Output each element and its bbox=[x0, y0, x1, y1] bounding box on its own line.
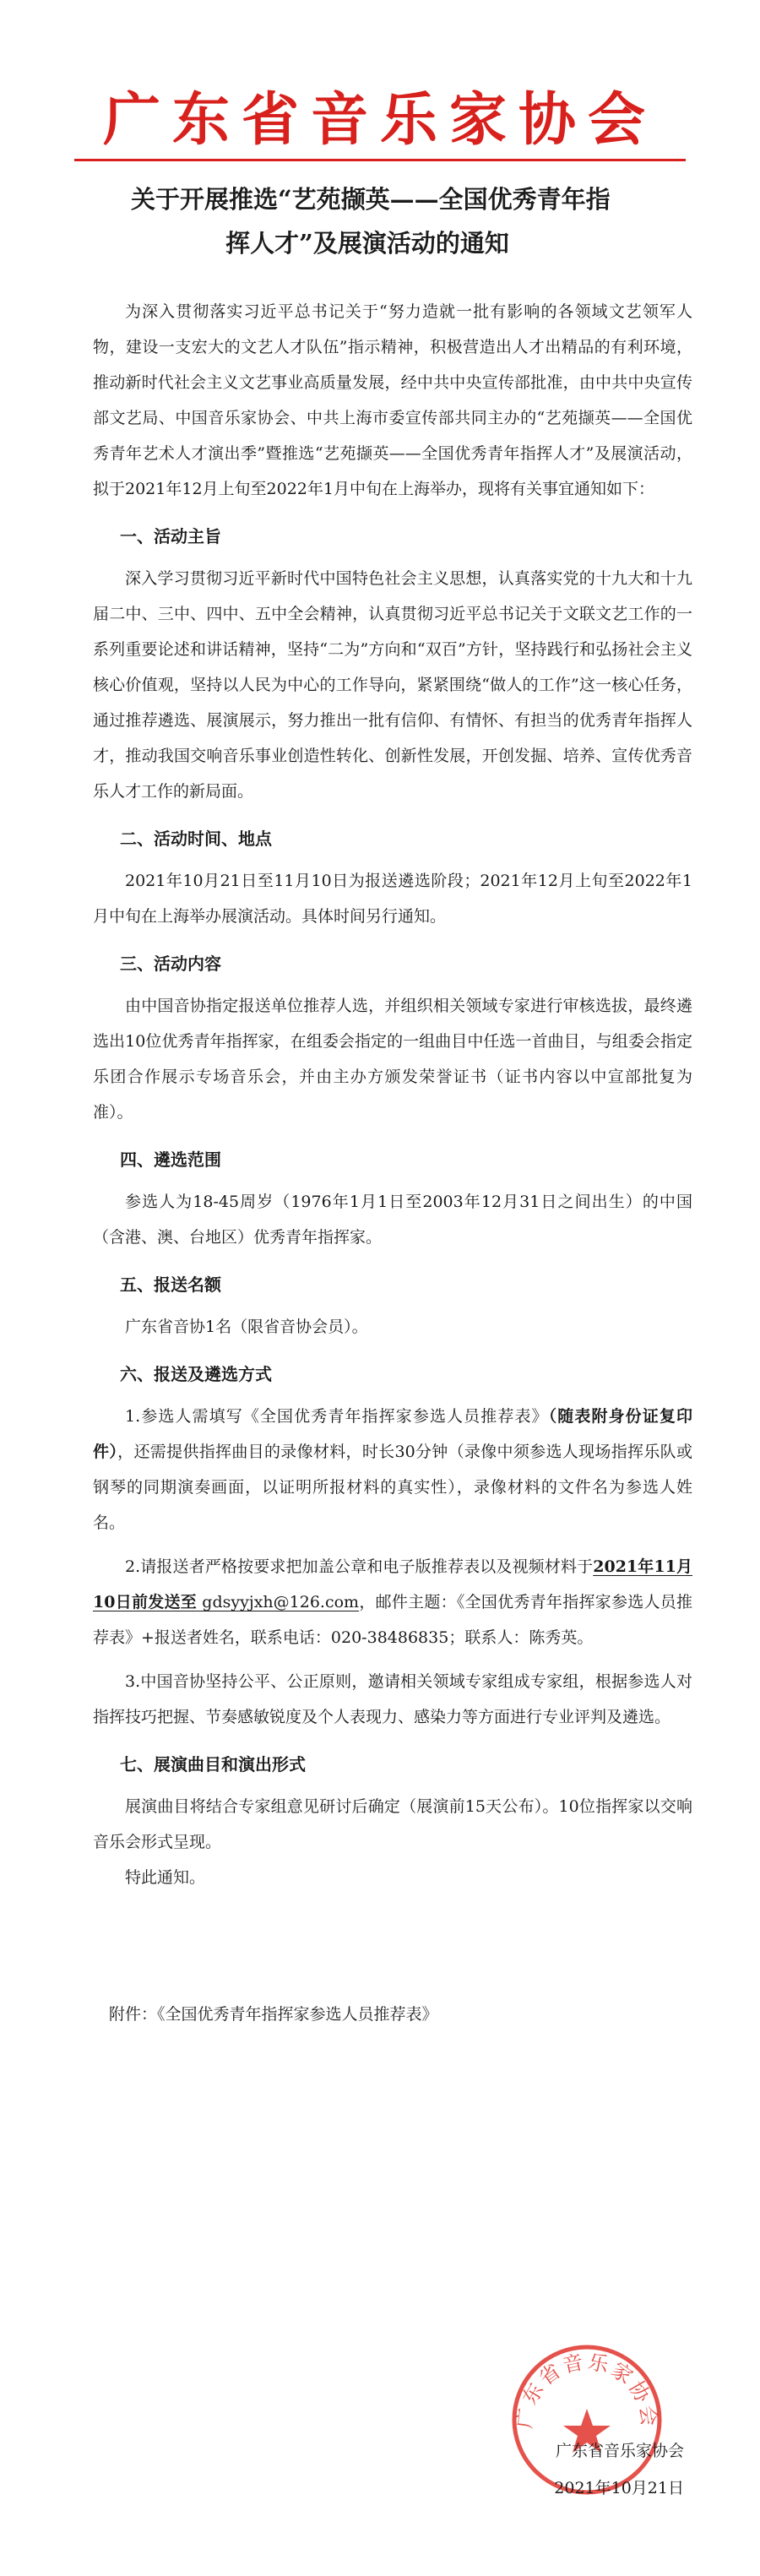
section-6-item-1 bbox=[93, 1399, 692, 1541]
signature-block bbox=[431, 2432, 684, 2507]
section-text-4: 参选人为18-45周岁（1976年1月1日至2003年12月31日之间出生）的中国（含港、澳、台地区）优秀青年指挥家。 bbox=[93, 1193, 692, 1247]
org-letterhead: 广东省音乐家协会 bbox=[102, 86, 657, 154]
section-text-3: 由中国音协指定报送单位推荐人选，并组织相关领域专家进行审核选拔，最终遴选出10位优秀青年指挥家，在组委会指定的一组曲目中任选一首曲目，与组委会指定乐团合作展示专场音乐会，并由主办方颁发荣誉证书（证书内容以中宣部批复为准）。 bbox=[93, 997, 692, 1122]
section-6-item-2 bbox=[93, 1549, 692, 1655]
document-title bbox=[131, 177, 638, 265]
section-text-1: 深入学习贯彻习近平新时代中国特色社会主义思想，认真落实党的十九大和十九届二中、三中、四中、五中全会精神，认真贯彻习近平总书记关于文联文艺工作的一系列重要论述和讲话精神，坚持“二为”方向和“双百”方针，坚持践行和弘扬社会主义核心价值观，坚持以人民为中心的工作导向，紧紧围绕“做人的工作”这一核心任务，通过推荐遴选、展演展示，努力推出一批有信仰、有情怀、有担当的优秀青年指挥人才，推动我国交响音乐事业创造性转化、创新性发展，开创发掘、培养、宣传优秀音乐人才工作的新局面。 bbox=[93, 569, 692, 801]
signature-date: 2021年10月21日 bbox=[554, 2479, 684, 2497]
signature-org: 广东省音乐家协会 bbox=[555, 2442, 684, 2460]
section-heading-7: 七、展演曲目和演出形式 bbox=[120, 1754, 306, 1774]
item-2-deadline: 2021年11月10日前发送至 bbox=[93, 1557, 692, 1611]
section-6-item-3: 3.中国音协坚持公平、公正原则，邀请相关领域专家组成专家组，根据参选人对指挥技巧把握、节奏感敏锐度及个人表现力、感染力等方面进行专业评判及遴选。 bbox=[93, 1672, 692, 1726]
document-body bbox=[93, 294, 692, 2032]
letterhead-red-rule bbox=[74, 159, 686, 161]
section-heading-6: 六、报送及遴选方式 bbox=[120, 1364, 272, 1384]
section-heading-5: 五、报送名额 bbox=[120, 1274, 221, 1295]
section-text-2: 2021年10月21日至11月10日为报送遴选阶段；2021年12月上旬至2022年1月中旬在上海举办展演活动。具体时间另行通知。 bbox=[93, 872, 692, 926]
section-heading-1: 一、活动主旨 bbox=[120, 526, 221, 546]
seal-text: 广东省音乐家协会 bbox=[513, 2350, 661, 2430]
item-1-text-c: ，还需提供指挥曲目的录像材料，时长30分钟（录像中须参选人现场指挥乐队或钢琴的同期演奏画面，以证明所报材料的真实性），录像材料的文件名为参选人姓名。 bbox=[93, 1443, 692, 1532]
section-heading-3: 三、活动内容 bbox=[120, 954, 221, 974]
intro-paragraph: 为深入贯彻落实习近平总书记关于“努力造就一批有影响的各领域文艺领军人物，建设一支宏大的文艺人才队伍”指示精神，积极营造出人才出精品的有利环境，推动新时代社会主义文艺事业高质量发展，经中共中央宣传部批准，由中共中央宣传部文艺局、中国音乐家协会、中共上海市委宣传部共同主办的“艺苑撷英——全国优秀青年艺术人才演出季”暨推选“艺苑撷英——全国优秀青年指挥人才”及展演活动，拟于2021年12月上旬至2022年1月中旬在上海举办，现将有关事宜通知如下： bbox=[93, 302, 692, 498]
closing-line: 特此通知。 bbox=[125, 1868, 206, 1887]
section-heading-4: 四、遴选范围 bbox=[120, 1149, 221, 1170]
section-heading-2: 二、活动时间、地点 bbox=[120, 829, 272, 849]
attachment-line: 附件：《全国优秀青年指挥家参选人员推荐表》 bbox=[109, 2005, 438, 2024]
item-2-email: gdsyyjxh@126.com bbox=[196, 1593, 360, 1611]
section-text-7: 展演曲目将结合专家组意见研讨后确定（展演前15天公布）。10位指挥家以交响音乐会形式呈现。 bbox=[93, 1797, 692, 1851]
item-1-text-bold: （随表附身份证复印件） bbox=[93, 1407, 692, 1461]
document-title-line2: 挥人才”及展演活动的通知 bbox=[225, 229, 509, 258]
item-2-text-d: ，邮件主题：《全国优秀青年指挥家参选人员推荐表》+报送者姓名，联系电话：020-38486835；联系人：陈秀英。 bbox=[93, 1593, 692, 1647]
item-1-text-a: 1.参选人需填写《全国优秀青年指挥家参选人员推荐表》 bbox=[125, 1407, 549, 1426]
document-title-line1: 关于开展推选“艺苑撷英——全国优秀青年指 bbox=[131, 185, 611, 214]
section-text-5: 广东省音协1名（限省音协会员）。 bbox=[125, 1318, 368, 1336]
item-2-text-a: 2.请报送者严格按要求把加盖公章和电子版推荐表以及视频材料于 bbox=[125, 1557, 594, 1576]
